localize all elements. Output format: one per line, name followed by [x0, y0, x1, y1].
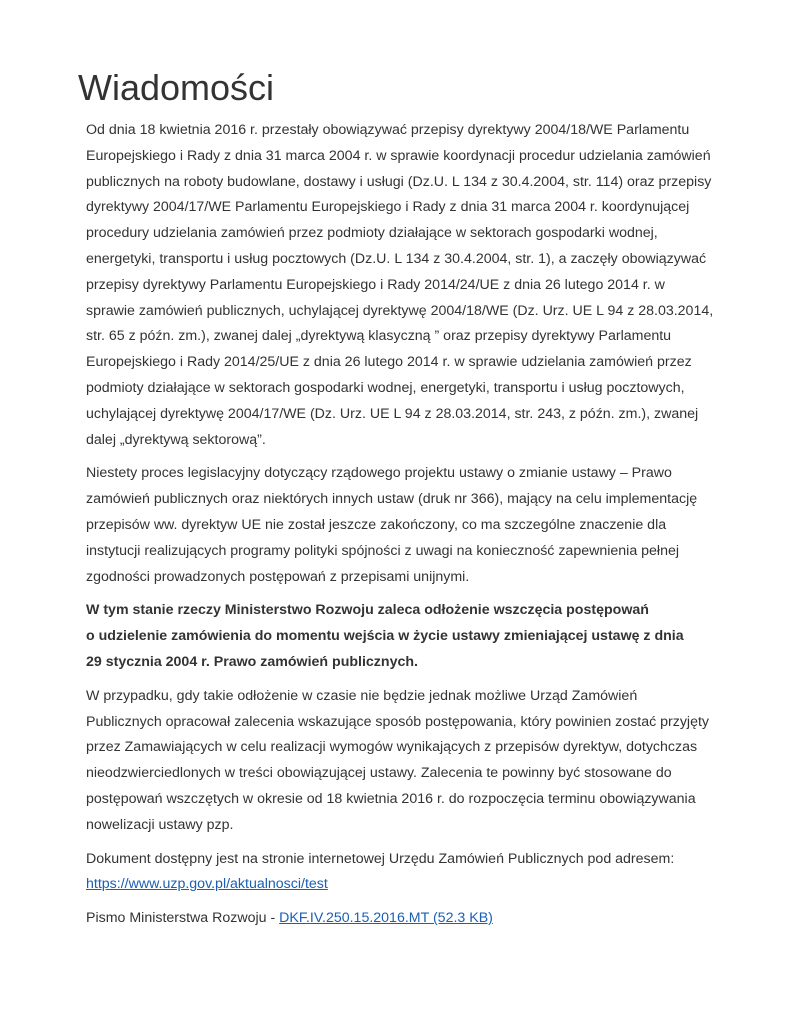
- uzp-news-link[interactable]: https://www.uzp.gov.pl/aktualnosci/test: [86, 876, 328, 893]
- legislation-paragraph: Niestety proces legislacyjny dotyczący rządowego projektu ustawy o zmianie ustawy – Prawo zamówień publicznych oraz niektórych innych ustaw (druk nr 366), mający na celu implementację przepisów ww. dyrektyw UE nie został jeszcze zakończony, co ma szczególne znaczenie dla instytucji realizujących programy polityki spójności z uwagi na konieczność zapewnienia pełnej zgodności prowadzonych postępowań z przepisami unijnymi.: [86, 465, 698, 585]
- recommendation-line: W tym stanie rzeczy Ministerstwo Rozwoju zaleca odłożenie wszczęcia postępowań: [86, 602, 649, 619]
- recommendation-line: o udzielenie zamówienia do momentu wejścia w życie ustawy zmieniającej ustawę z dnia: [86, 628, 684, 645]
- article-body: [86, 118, 716, 940]
- ministry-letter-paragraph: [86, 906, 716, 932]
- recommendation-line: 29 stycznia 2004 r. Prawo zamówień publicznych.: [86, 653, 418, 670]
- guidelines-paragraph: W przypadku, gdy takie odłożenie w czasie nie będzie jednak możliwe Urząd Zamówień Publicznych opracował zalecenia wskazujące sposób postępowania, który powinien zostać przyjęty przez Zamawiających w celu realizacji wymogów wynikających z przepisów dyrektyw, dotychczas nieodzwierciedlonych w treści obowiązującej ustawy. Zalecenia te powinny być stosowane do postępowań wszczętych w okresie od 18 kwietnia 2016 r. do rozpoczęcia terminu obowiązywania nowelizacji ustawy pzp.: [86, 687, 710, 833]
- document-info-text: Dokument dostępny jest na stronie internetowej Urzędu Zamówień Publicznych pod adresem:: [86, 850, 675, 867]
- ministry-letter-download-link[interactable]: DKF.IV.250.15.2016.MT (52.3 KB): [279, 910, 493, 927]
- page-title: Wiadomości: [78, 67, 275, 108]
- recommendation-paragraph: [86, 598, 716, 675]
- intro-paragraph: Od dnia 18 kwietnia 2016 r. przestały obowiązywać przepisy dyrektywy 2004/18/WE Parlamentu Europejskiego i Rady z dnia 31 marca 2004 r. w sprawie koordynacji procedur udzielania zamówień publicznych na roboty budowlane, dostawy i usługi (Dz.U. L 134 z 30.4.2004, str. 114) oraz przepisy dyrektywy 2004/17/WE Parlamentu Europejskiego i Rady z dnia 31 marca 2004 r. koordynującej procedury udzielania zamówień przez podmioty działające w sektorach gospodarki wodnej, energetyki, transportu i usług pocztowych (Dz.U. L 134 z 30.4.2004, str. 1), a zaczęły obowiązywać przepisy dyrektywy Parlamentu Europejskiego i Rady 2014/24/UE z dnia 26 lutego 2014 r. w sprawie zamówień publicznych, uchylającej dyrektywę 2004/18/WE (Dz. Urz. UE L 94 z 28.03.2014, str. 65 z późn. zm.), zwanej dalej „dyrektywą klasyczną ” oraz przepisy dyrektywy Parlamentu Europejskiego i Rady 2014/25/UE z dnia 26 lutego 2014 r. w sprawie udzielania zamówień przez podmioty działające w sektorach gospodarki wodnej, energetyki, transportu i usług pocztowych, uchylającej dyrektywę 2004/17/WE (Dz. Urz. UE L 94 z 28.03.2014, str. 243, z późn. zm.), zwanej dalej „dyrektywą sektorową”.: [86, 122, 714, 448]
- ministry-letter-label: Pismo Ministerstwa Rozwoju -: [86, 910, 280, 927]
- document-info-paragraph: [86, 847, 716, 899]
